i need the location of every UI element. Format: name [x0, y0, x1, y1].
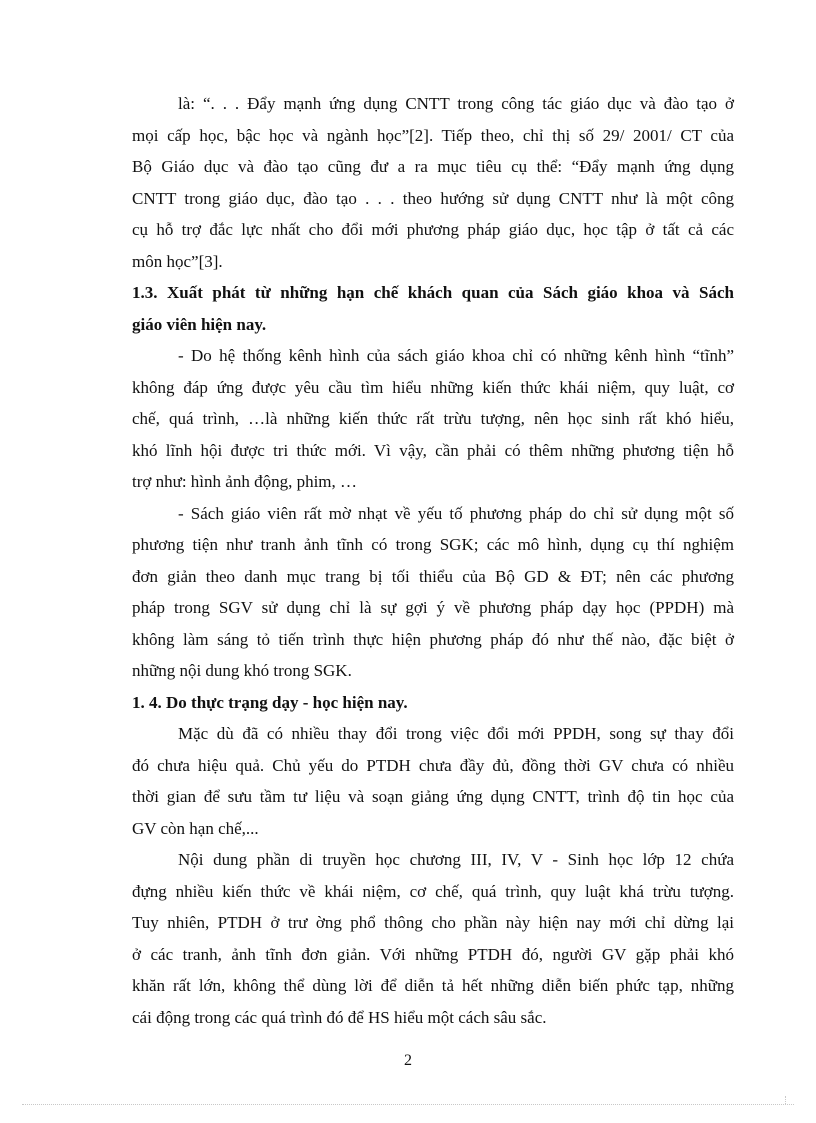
- text-line: - Sách giáo viên rất mờ nhạt về yếu tố phương pháp do chỉ sử dụng một số: [178, 503, 734, 523]
- text-line: cái động trong các quá trình đó để HS hiểu một cách sâu sắc.: [132, 1007, 547, 1027]
- text-line: pháp trong SGV sử dụng chỉ là sự gợi ý về phương pháp dạy học (PPDH) mà: [132, 598, 734, 617]
- text-line: môn học”[3].: [132, 251, 223, 271]
- section-heading: giáo viên hiện nay.: [132, 314, 267, 334]
- text-line: chế, quá trình, …là những kiến thức rất trừu tượng, nên học sinh rất khó hiểu,: [132, 409, 734, 428]
- section-heading: 1. 4. Do thực trạng dạy - học hiện nay.: [132, 692, 408, 712]
- text-line: không làm sáng tỏ tiến trình thực hiện phương pháp đó như thế nào, đặc biệt ở: [132, 629, 734, 649]
- text-line: mọi cấp học, bậc học và ngành học”[2]. Tiếp theo, chỉ thị số 29/ 2001/ CT của: [132, 125, 734, 145]
- text-line: Bộ Giáo dục và đào tạo cũng đư a ra mục tiêu cụ thể: “Đẩy mạnh ứng dụng: [132, 157, 734, 176]
- text-line: Tuy nhiên, PTDH ở trư ờng phổ thông cho phần này hiện nay mới chỉ dừng lại: [132, 913, 734, 932]
- text-line: những nội dung khó trong SGK.: [132, 661, 352, 680]
- text-line: - Do hệ thống kênh hình của sách giáo khoa chỉ có những kênh hình “tĩnh”: [178, 346, 734, 365]
- section-heading: 1.3. Xuất phát từ những hạn chế khách quan của Sách giáo khoa và Sách: [132, 283, 734, 302]
- text-line: Nội dung phần di truyền học chương III, IV, V - Sinh học lớp 12 chứa: [178, 850, 734, 869]
- text-line: thời gian để sưu tầm tư liệu và soạn giảng ứng dụng CNTT, trình độ tin học của: [132, 787, 734, 806]
- text-line: khó lĩnh hội được tri thức mới. Vì vậy, cần phải có thêm những phương tiện hỗ: [132, 440, 734, 460]
- document-body: [132, 88, 734, 1033]
- text-line: đựng nhiều kiến thức về khái niệm, cơ chế, quá trình, quy luật khá trừu tượng.: [132, 881, 734, 901]
- page-corner-mark: [785, 1096, 794, 1104]
- text-line: trợ như: hình ảnh động, phim, …: [132, 472, 358, 491]
- text-line: CNTT trong giáo dục, đào tạo . . . theo hướng sử dụng CNTT như là một công: [132, 188, 734, 208]
- text-line: cụ hỗ trợ đắc lực nhất cho đổi mới phương pháp giáo dục, học tập ở tất cả các: [132, 220, 734, 239]
- text-line: là: “. . . Đẩy mạnh ứng dụng CNTT trong công tác giáo dục và đào tạo ở: [178, 94, 734, 113]
- text-line: khăn rất lớn, không thể dùng lời để diễn tả hết những diễn biến phức tạp, những: [132, 976, 734, 995]
- text-line: GV còn hạn chế,...: [132, 818, 259, 838]
- text-line: phương tiện như tranh ảnh tĩnh có trong SGK; các mô hình, dụng cụ thí nghiệm: [132, 535, 734, 554]
- text-line: Mặc dù đã có nhiều thay đổi trong việc đổi mới PPDH, song sự thay đổi: [178, 724, 734, 743]
- text-line: đơn giản theo danh mục trang bị tối thiểu của Bộ GD & ĐT; nên các phương: [132, 566, 734, 586]
- text-line: ở các tranh, ảnh tĩnh đơn giản. Với những PTDH đó, người GV gặp phải khó: [132, 944, 734, 964]
- text-line: không đáp ứng được yêu cầu tìm hiểu những kiến thức khái niệm, quy luật, cơ: [132, 377, 734, 397]
- page-bottom-rule: [22, 1104, 794, 1105]
- text-line: đó chưa hiệu quả. Chủ yếu do PTDH chưa đầy đủ, đồng thời GV chưa có nhiều: [132, 755, 734, 775]
- page-number: 2: [404, 1052, 412, 1069]
